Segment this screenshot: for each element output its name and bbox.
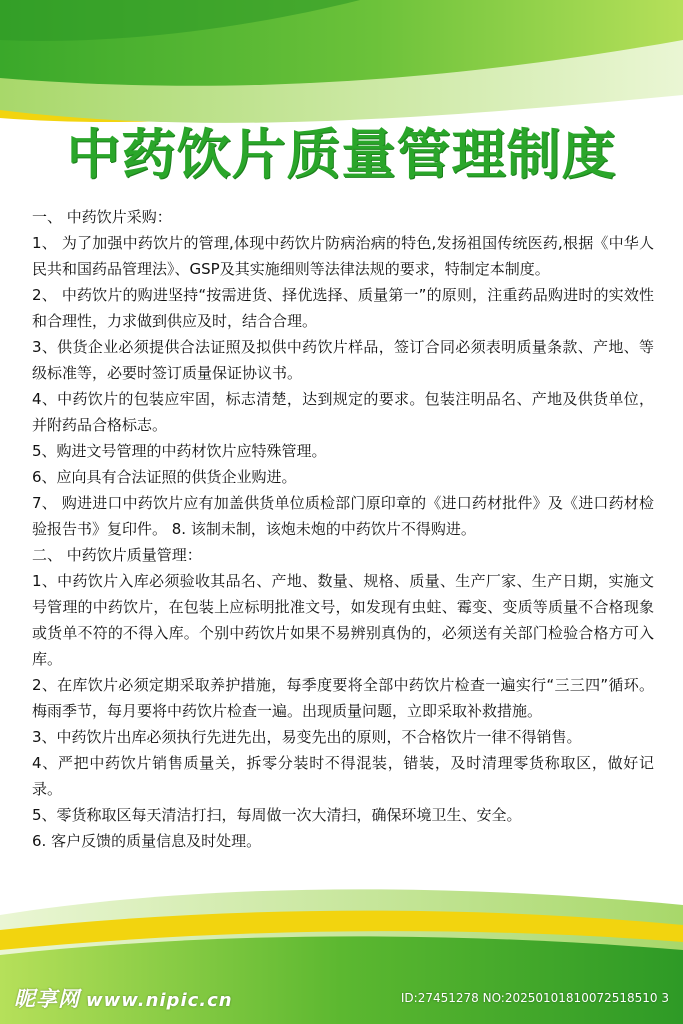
list-item: 2、 中药饮片的购进坚持“按需进货、择优选择、质量第一”的原则，注重药品购进时的实效性和合理性，力求做到供应及时，结合合理。 [32,286,654,330]
list-item: 4、严把中药饮片销售质量关，拆零分装时不得混装，错装，及时清理零货称取区，做好记录。 [32,754,654,798]
site-logo [14,983,233,1013]
image-id-text: ID:27451278 NO:20250101810072518510 3 [400,991,669,1005]
section-heading-quality: 二、 中药饮片质量管理： [32,546,202,564]
regulation-content [32,204,654,854]
list-item: 1、 为了加强中药饮片的管理,体现中药饮片防病治病的特色,发扬祖国传统医药,根据《中华人民共和国药品管理法》、GSP及其实施细则等法律法规的要求，特制定本制度。 [32,234,654,278]
list-item: 7、 购进进口中药饮片应有加盖供货单位质检部门原印章的《进口药材批件》及《进口药材检验报告书》复印件。 8. 该制未制，该炮未炮的中药饮片不得购进。 [32,494,654,538]
logo-text: 昵享网 [14,987,80,1011]
page-title: 中药饮片质量管理制度 [66,123,617,186]
list-item: 5、零货称取区每天清洁打扫，每周做一次大清扫，确保环境卫生、安全。 [32,806,522,824]
list-item: 6、应向具有合法证照的供货企业购进。 [32,468,297,486]
list-item: 6. 客户反馈的质量信息及时处理。 [32,832,262,850]
list-item: 3、供货企业必须提供合法证照及拟供中药饮片样品，签订合同必须表明质量条款、产地、等级标准等，必要时签订质量保证协议书。 [32,338,654,382]
watermark-footer [0,977,683,1017]
list-item: 3、中药饮片出库必须执行先进先出，易变先出的原则，不合格饮片一律不得销售。 [32,728,582,746]
section-heading-procurement: 一、 中药饮片采购： [32,208,172,226]
list-item: 2、在库饮片必须定期采取养护措施，每季度要将全部中药饮片检查一遍实行“三三四”循环。梅雨季节，每月要将中药饮片检查一遍。出现质量问题，立即采取补救措施。 [32,676,654,720]
list-item: 4、中药饮片的包装应牢固，标志清楚，达到规定的要求。包装注明品名、产地及供货单位，并附药品合格标志。 [32,390,654,434]
logo-site: www.nipic.cn [86,990,233,1011]
list-item: 1、中药饮片入库必须验收其品名、产地、数量、规格、质量、生产厂家、生产日期，实施文号管理的中药饮片，在包装上应标明批准文号，如发现有虫蛀、霉变、变质等质量不合格现象或货单不符的不得入库。个别中药饮片如果不易辨别真伪的，必须送有关部门检验合格方可入库。 [32,572,654,668]
list-item: 5、购进文号管理的中药材饮片应特殊管理。 [32,442,327,460]
